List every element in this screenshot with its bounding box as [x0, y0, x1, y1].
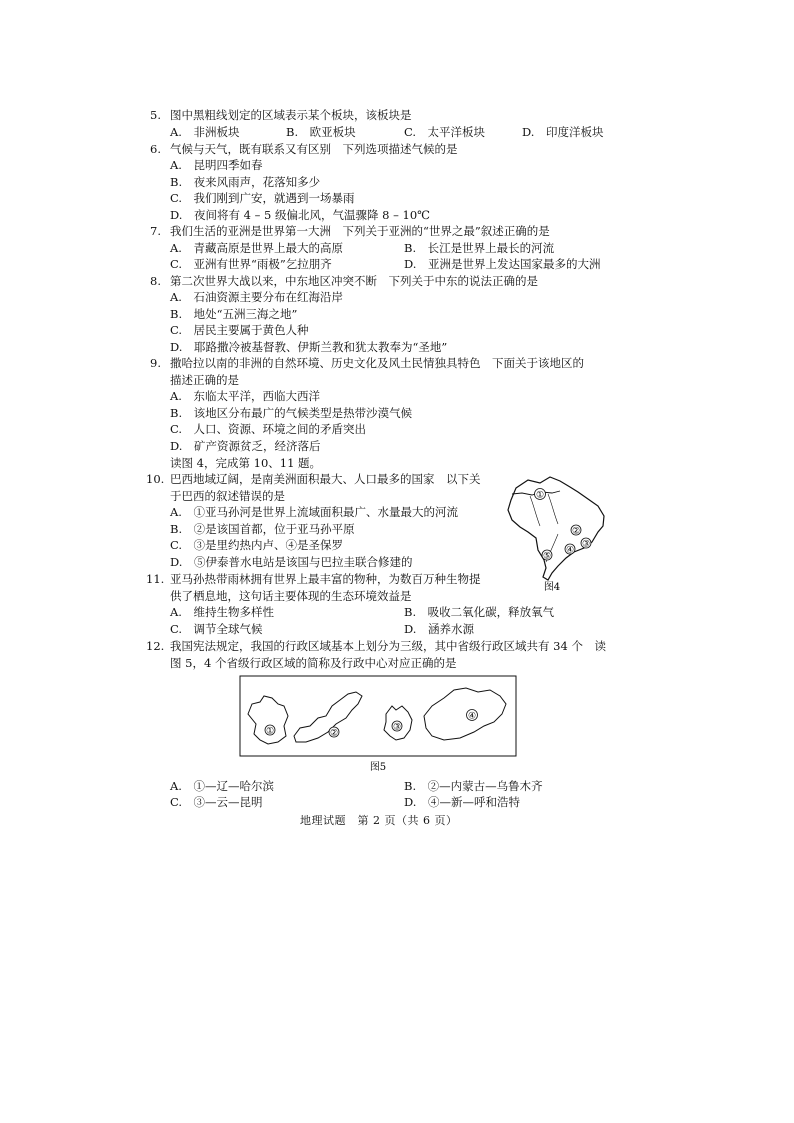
question-9-option-d: D. 矿产资源贫乏，经济落后: [170, 439, 321, 453]
question-5-option-b: B. 欧亚板块: [286, 125, 356, 139]
question-12-number: 12.: [146, 639, 165, 653]
figure-5-label-4: ④: [467, 711, 477, 722]
question-12-stem-line-2: 图 5，4 个省级行政区域的简称及行政中心对应正确的是: [170, 656, 457, 670]
question-9-option-c: C. 人口、资源、环境之间的矛盾突出: [170, 422, 367, 436]
question-7-option-a: A. 青藏高原是世界上最大的高原: [170, 241, 343, 255]
question-6-option-c: C. 我们刚到广安，就遇到一场暴雨: [170, 191, 355, 205]
question-8-option-c: C. 居民主要属于黄色人种: [170, 323, 309, 337]
question-9-option-b: B. 该地区分布最广的气候类型是热带沙漠气候: [170, 406, 413, 420]
question-9-option-a: A. 东临太平洋，西临大西洋: [170, 389, 320, 403]
question-11-stem-line-2: 供了栖息地，这句话主要体现的生态环境效益是: [170, 589, 412, 603]
question-7-stem: 我们生活的亚洲是世界第一大洲 下列关于亚洲的“世界之最”叙述正确的是: [170, 224, 550, 238]
question-7-option-b: B. 长江是世界上最长的河流: [404, 241, 555, 255]
province-outline-2: [294, 692, 362, 742]
figure-4-label-4: ④: [565, 545, 575, 556]
question-5-option-c: C. 太平洋板块: [404, 125, 486, 139]
figure-5-province-map: [238, 674, 518, 776]
question-7-number: 7.: [150, 224, 161, 238]
question-9-number: 9.: [150, 356, 161, 370]
question-10-option-c: C. ③是里约热内卢、④是圣保罗: [170, 538, 344, 552]
question-6-option-d: D. 夜间将有 4 – 5 级偏北风，气温骤降 8 – 10℃: [170, 208, 431, 222]
figure-4-label-2: ②: [571, 526, 581, 537]
figure-5-label-3: ③: [392, 722, 402, 733]
question-10-option-a: A. ①亚马孙河是世界上流域面积最广、水量最大的河流: [170, 505, 458, 519]
figure-4-label-5: ⑤: [542, 551, 552, 562]
question-5-number: 5.: [150, 108, 161, 122]
question-11-option-b: B. 吸收二氧化碳，释放氧气: [404, 605, 555, 619]
question-10-stem-line-1: 巴西地域辽阔，是南美洲面积最大、人口最多的国家 以下关: [170, 472, 481, 486]
question-9-stem-line-2: 描述正确的是: [170, 373, 239, 387]
question-11-option-d: D. 涵养水源: [404, 622, 474, 636]
question-6-stem: 气候与天气，既有联系又有区别 下列选项描述气候的是: [170, 142, 458, 156]
question-8-option-a: A. 石油资源主要分布在红海沿岸: [170, 290, 343, 304]
figure-4-label-3: ③: [581, 539, 591, 550]
question-12-option-c: C. ③—云—昆明: [170, 795, 263, 809]
question-5-stem: 图中黑粗线划定的区域表示某个板块，该板块是: [170, 108, 412, 122]
province-outline-4: [424, 688, 506, 740]
question-12-option-b: B. ②—内蒙古—乌鲁木齐: [404, 779, 543, 793]
question-11-option-c: C. 调节全球气候: [170, 622, 263, 636]
figure-5-caption: 图5: [369, 762, 387, 773]
figure-5-label-1: ①: [265, 726, 275, 737]
figure-4-brazil-map: [500, 472, 615, 594]
question-12-option-a: A. ①—辽—哈尔滨: [170, 779, 274, 793]
figure-4-caption: 图4: [543, 582, 561, 593]
question-10-option-b: B. ②是该国首都，位于亚马孙平原: [170, 522, 355, 536]
question-5-option-a: A. 非洲板块: [170, 125, 240, 139]
question-7-option-d: D. 亚洲是世界上发达国家最多的大洲: [404, 257, 601, 271]
question-11-option-a: A. 维持生物多样性: [170, 605, 274, 619]
question-11-stem-line-1: 亚马孙热带雨林拥有世界上最丰富的物种，为数百万种生物提: [170, 572, 481, 586]
question-6-option-a: A. 昆明四季如春: [170, 158, 263, 172]
question-8-option-b: B. 地处“五洲三海之地”: [170, 307, 298, 321]
question-6-option-b: B. 夜来风雨声，花落知多少: [170, 175, 321, 189]
question-7-option-c: C. 亚洲有世界“雨极”乞拉朋齐: [170, 257, 332, 271]
question-12-option-d: D. ④—新—呼和浩特: [404, 795, 520, 809]
page-footer: 地理试题 第 2 页（共 6 页）: [300, 814, 458, 827]
question-8-number: 8.: [150, 274, 161, 288]
province-outline-1: [248, 696, 288, 744]
instruction-read-figure-4: 读图 4，完成第 10、11 题。: [170, 456, 322, 470]
question-8-stem: 第二次世界大战以来，中东地区冲突不断 下列关于中东的说法正确的是: [170, 274, 538, 288]
figure-4-label-1: ①: [535, 490, 545, 501]
question-9-stem-line-1: 撒哈拉以南的非洲的自然环境、历史文化及风土民情独具特色 下面关于该地区的: [170, 356, 584, 370]
question-5-option-d: D. 印度洋板块: [522, 125, 604, 139]
question-12-stem-line-1: 我国宪法规定，我国的行政区域基本上划分为三级，其中省级行政区域共有 34 个 读: [170, 639, 606, 653]
figure-5-label-2: ②: [329, 728, 339, 739]
question-10-number: 10.: [146, 472, 165, 486]
question-11-number: 11.: [146, 572, 165, 586]
question-6-number: 6.: [150, 142, 161, 156]
question-10-option-d: D. ⑤伊泰普水电站是该国与巴拉圭联合修建的: [170, 555, 413, 569]
question-10-stem-line-2: 于巴西的叙述错误的是: [170, 489, 285, 503]
question-8-option-d: D. 耶路撒冷被基督教、伊斯兰教和犹太教奉为“圣地”: [170, 340, 448, 354]
